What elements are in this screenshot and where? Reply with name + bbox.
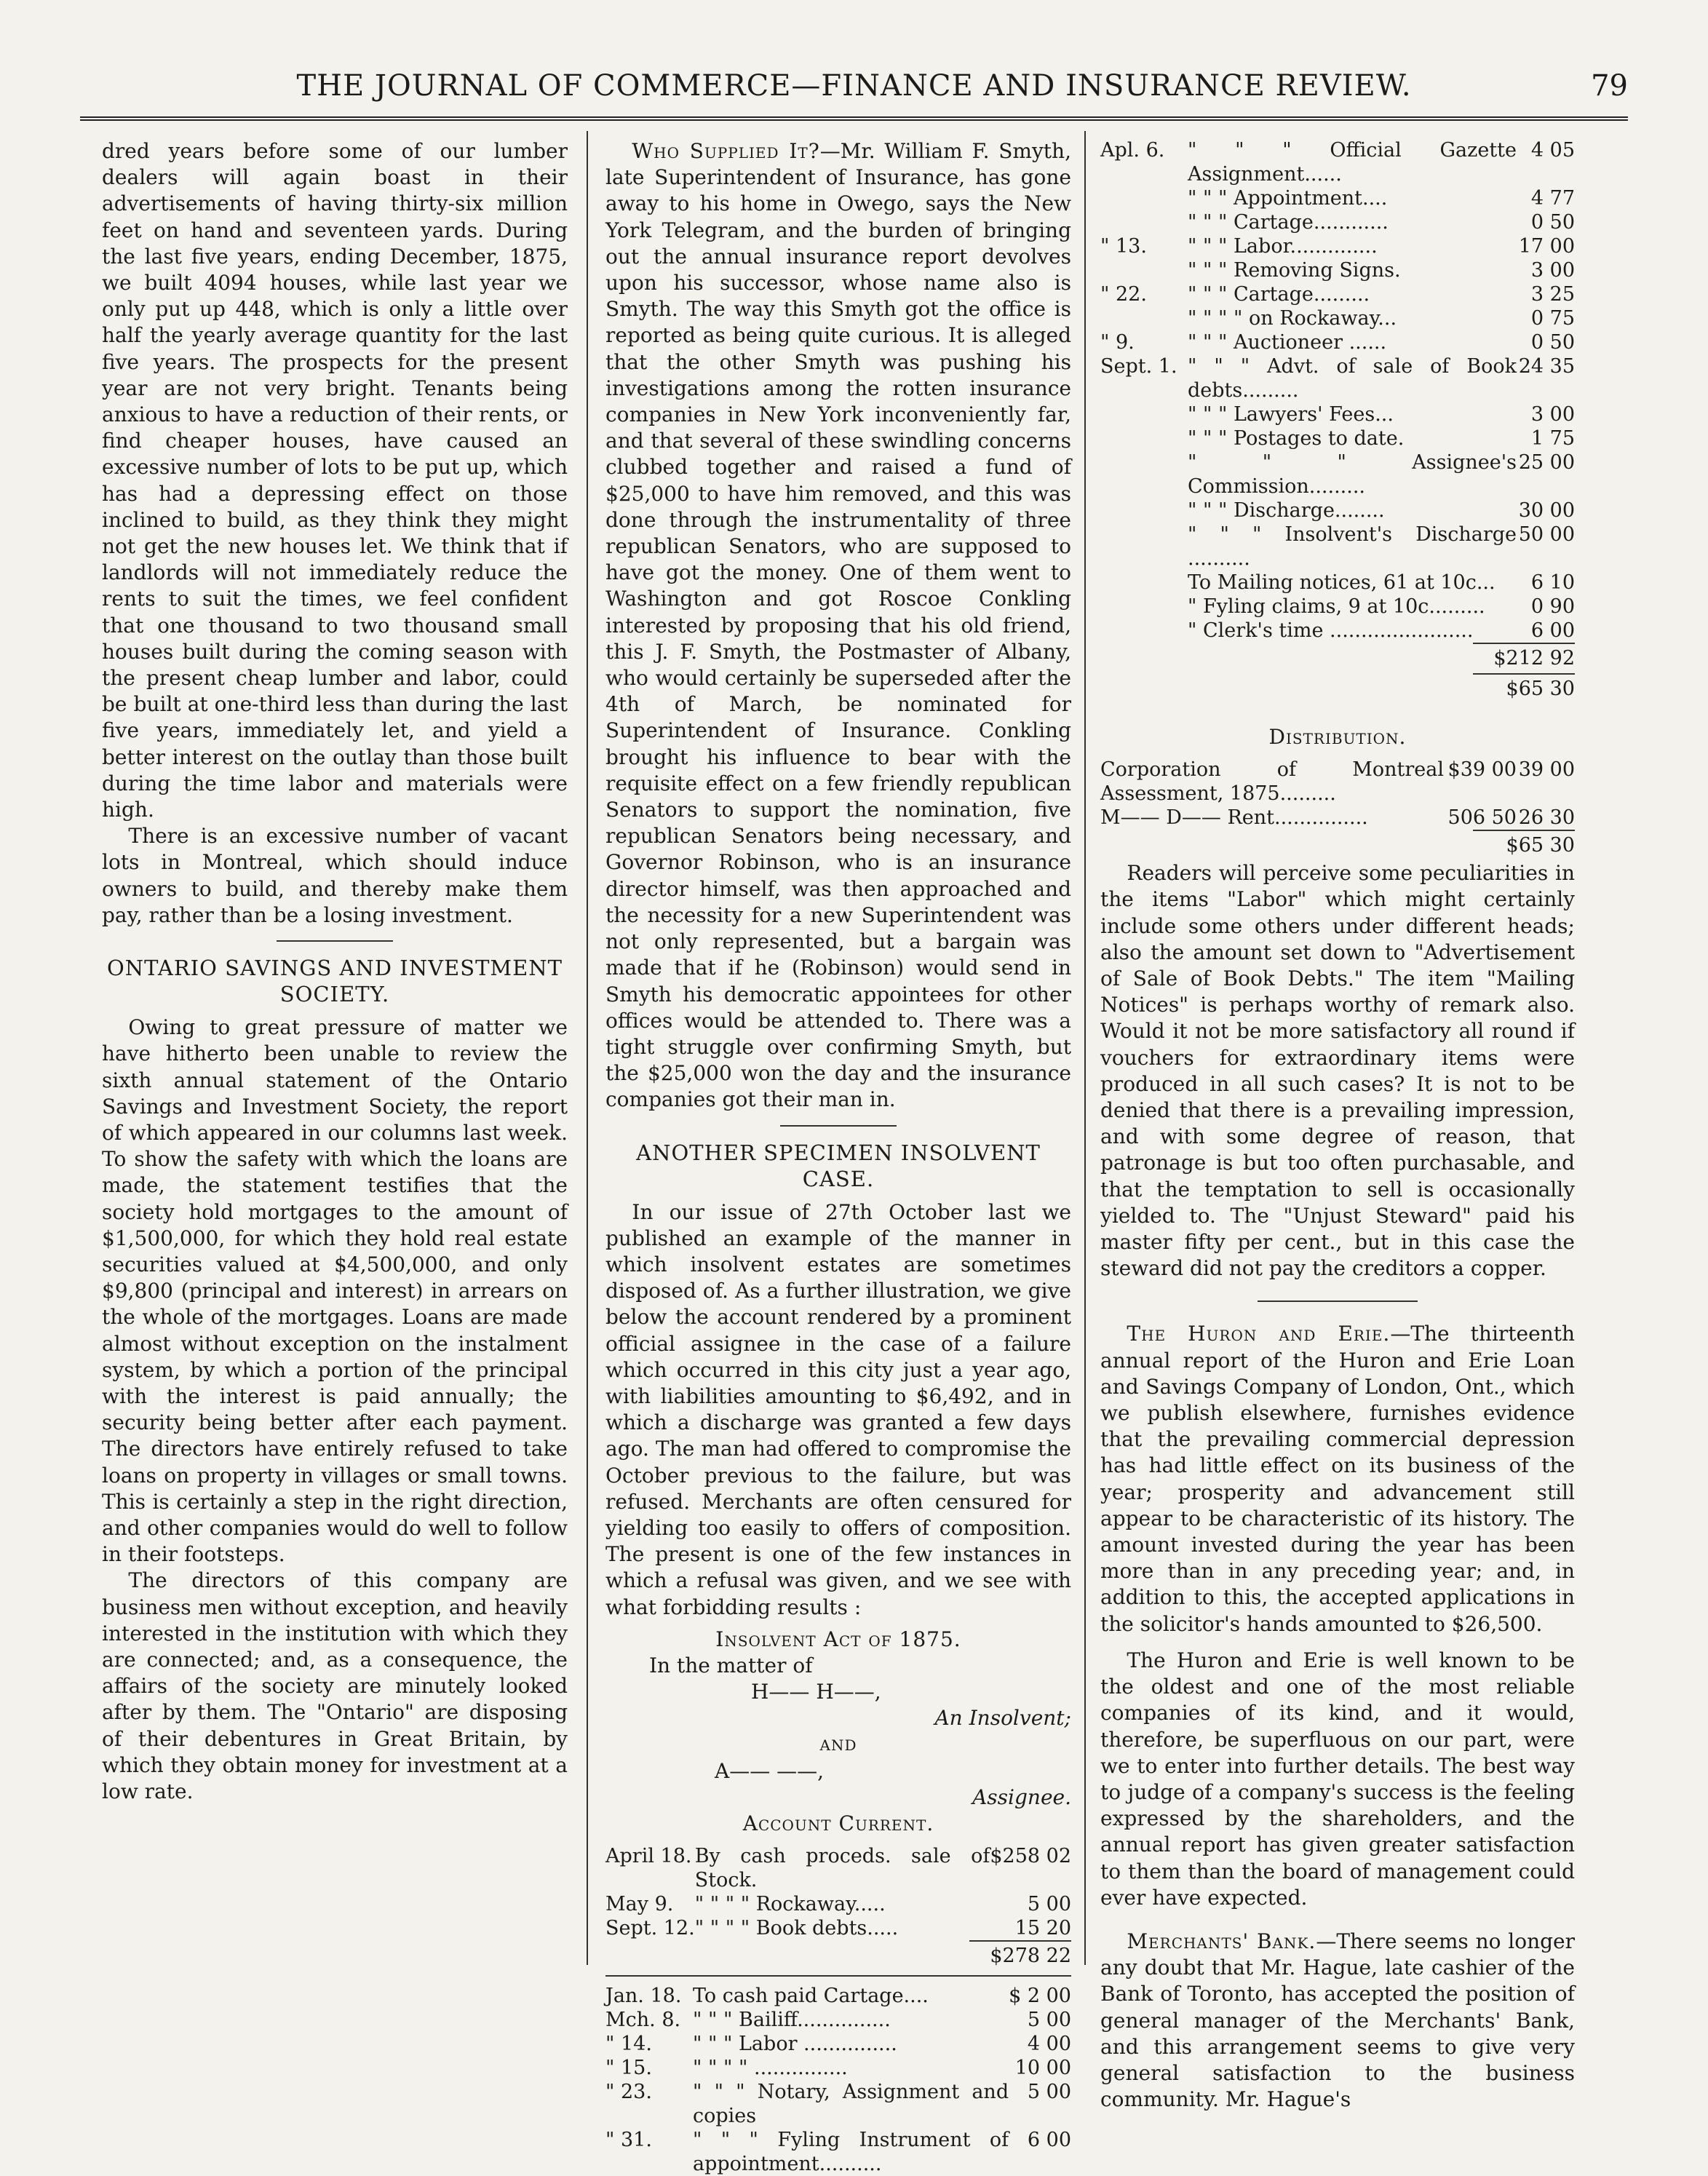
credits-table (605, 1844, 1071, 1940)
ledger-amount: 1 75 (1530, 427, 1575, 450)
smyth-article (605, 138, 1071, 1113)
merchants-bank-paragraph (1100, 1929, 1575, 2113)
ledger-amount: 4 77 (1530, 187, 1575, 210)
assignee-party: A—— ——, (715, 1758, 825, 1783)
debit-row (1100, 306, 1575, 330)
ledger-amount: 5 00 (1027, 2081, 1071, 2104)
ledger-date: May 9. (605, 1893, 674, 1916)
peculiarities-paragraph: Readers will perceive some peculiarities in the items "Labor" which might certainly include some others under different heads; also the amount set down to "Advertisement of Sale of Book Debts." The item "Mailing Notices" is perhaps worthy of remark also. Would it not be more satisfactory all round if vouchers for extraordinary items were produced in all such cases? It is not to be denied that there is a prevailing impression, and with some degree of reason, that patronage is but too often purchasable, and that the temptation to sell is occasionally yielded to. The "Unjust Steward" paid his master fifty per cent., but in this case the steward did not pay the creditors a copper. (1100, 861, 1575, 1281)
ledger-date: " 23. (605, 2081, 652, 2104)
ledger-item: " " " Auctioneer ...... (1188, 331, 1387, 354)
distribution-table (1100, 758, 1575, 830)
column-rule-1 (587, 131, 588, 1965)
ledger-item: " " " Notary, Assignment and copies (693, 2081, 1009, 2128)
ledger-date: Mch. 8. (605, 2009, 681, 2032)
ledger-item: " " " Cartage......... (1188, 283, 1370, 306)
huron-erie-body: —The thirteenth annual report of the Huron and Erie Loan and Savings Company of London, Ont., which we publish elsewhere, furnishes evidence that the prevailing commercial depression has had little effect on its business of the year; prosperity and advancement still appear to be characteristic of its history. The amount invested during the year has been more than in any preceding year; and, in addition to this, the accepted applications in the solicitor's hands amounted to $26,500. (1100, 1322, 1575, 1636)
ledger-amount: $258 02 (990, 1845, 1071, 1868)
vacant-lots-paragraph: There is an excessive number of vacant lots in Montreal, which should induce owners to build, and thereby make them pay, rather than be a losing investment. (102, 824, 568, 927)
ledger-item: " " " Official Gazette Assignment...... (1188, 139, 1517, 186)
ledger-amount: 0 75 (1530, 307, 1575, 330)
page-header (80, 69, 1628, 113)
ledger-amount: 4 00 (1027, 2033, 1071, 2056)
debit-row (1100, 330, 1575, 354)
debit-row (1100, 234, 1575, 258)
ontario-savings-paragraph-1: Owing to great pressure of matter we have hitherto been unable to review the sixth annual statement of the Ontario Savings and Investment Society, the report of which appeared in our columns last week. To show the safety with which the loans are made, the statement testifies that the society hold mortgages to the amount of $1,500,000, for which they hold real estate securities valued at $4,500,000, and only $9,800 (principal and interest) in arrears on the whole of the mortgages. Loans are made almost without exception on the instalment system, by which a portion of the principal with the interest is paid annually; the security being better after each payment. The directors have entirely refused to take loans on property in villages or small towns. This is certainly a step in the right direction, and other companies would do well to follow in their footsteps. (102, 1015, 568, 1567)
ledger-item: " " " " ............... (693, 2057, 848, 2080)
page-number: 79 (1591, 69, 1628, 103)
balance: $65 30 (1506, 678, 1575, 700)
ledger-date (1100, 426, 1188, 450)
ledger-item: " " " Discharge........ (1188, 499, 1385, 522)
credit-row (605, 1844, 1071, 1892)
huron-erie-paragraph-1 (1100, 1321, 1575, 1637)
column-3 (1100, 138, 1575, 2113)
ledger-date (1100, 571, 1188, 595)
ledger-amount: 15 20 (1014, 1917, 1071, 1940)
ledger-date: Apl. 6. (1100, 139, 1165, 162)
distribution-amount: $39 00 (1447, 758, 1517, 782)
ledger-amount: 10 00 (1014, 2057, 1071, 2080)
debit-row (1100, 523, 1575, 571)
debit-row (605, 2128, 1071, 2176)
ledger-item: By cash proceds. sale of Stock. (694, 1845, 990, 1892)
debit-row (1100, 499, 1575, 523)
ledger-amount: 4 05 (1530, 139, 1575, 162)
debit-row (605, 2032, 1071, 2056)
debit-row (1100, 210, 1575, 234)
ledger-amount: 5 00 (1027, 2009, 1071, 2032)
distribution-share: 39 00 (1518, 758, 1575, 782)
debit-row (1100, 619, 1575, 643)
huron-erie-lead: The Huron and Erie. (1127, 1322, 1391, 1346)
huron-erie-paragraph-2: The Huron and Erie is well known to be the oldest and one of the most reliable companies of its kind, and it would, therefore, be superfluous on our part, were we to enter into further details. The best way to judge of a company's success is the feeling expressed by the shareholders, and the annual report has given greater satisfaction to them than the board of management could ever have expected. (1100, 1648, 1575, 1910)
column-2 (605, 138, 1071, 2176)
ledger-item: " " " Labor.............. (1188, 235, 1378, 258)
ledger-amount: 3 00 (1530, 403, 1575, 426)
ledger-date (1100, 619, 1188, 643)
ledger-item: " Clerk's time ....................... (1188, 619, 1474, 642)
distribution-item: M—— D—— Rent............... (1100, 806, 1368, 830)
ledger-date (1100, 306, 1188, 330)
debit-row (605, 2056, 1071, 2080)
insolvent-case-heading: ANOTHER SPECIMEN INSOLVENT CASE. (636, 1140, 1041, 1191)
ledger-amount: 0 50 (1530, 331, 1575, 354)
ledger-item: " " " Assignee's Commission......... (1188, 451, 1517, 498)
distribution-row (1100, 758, 1575, 806)
debit-row (1100, 258, 1575, 282)
lumber-article-continued: dred years before some of our lumber dealers will again boast in their advertisements of having thirty-six million feet on hand and seventeen yards. During the last five years, ending December, 1875, we built 4094 houses, while last year we only put up 448, which is only a little over half the yearly average quantity for the last five years. The prospects for the present year are not very bright. Tenants being anxious to have a reduction of their rents, or find cheaper houses, have caused an excessive number of lots to be put up, which has had a depressing effect on those inclined to build, as they think they might not get the new houses let. We think that if landlords will not immediately reduce the rents to suit the times, we feel confident that one thousand to two thousand small houses built during the coming season with the present cheap lumber and labor, could be built at one-third less than during the last five years, immediately let, and yield a better interest on the outlay than those built during the time labor and materials were high. (102, 139, 568, 822)
insolvent-label-text: An Insolvent; (934, 1706, 1071, 1731)
ledger-amount: 24 35 (1518, 355, 1575, 378)
distribution-total: $65 30 (1506, 834, 1575, 857)
act-title: Insolvent Act of 1875. (715, 1627, 961, 1651)
ledger-amount: 25 00 (1518, 451, 1575, 474)
debit-row (605, 2008, 1071, 2032)
ledger-item: " " " " on Rockaway... (1188, 307, 1397, 330)
distribution-share: 26 30 (1518, 806, 1575, 830)
debit-row (1100, 354, 1575, 402)
ledger-amount: 6 10 (1530, 571, 1575, 594)
ledger-date (1100, 523, 1188, 571)
debit-row (1100, 138, 1575, 186)
ledger-amount: 0 50 (1530, 211, 1575, 234)
distribution-title: Distribution. (1268, 725, 1407, 749)
debits-table (605, 1984, 1071, 2176)
insolvent-party: H—— H——, (751, 1680, 881, 1704)
ledger-amount: 30 00 (1518, 499, 1575, 522)
ledger-date (1100, 450, 1188, 499)
and-label: AND (819, 1736, 857, 1754)
debits-continued-table (1100, 138, 1575, 643)
ledger-item: " " " Removing Signs. (1188, 259, 1401, 282)
debit-row (1100, 450, 1575, 499)
smyth-body: —Mr. William F. Smyth, late Superintendent of Insurance, has gone away to his home in Owego, says the New York Telegram, and the burden of bringing out the annual insurance report devolves upon his successor, whose name also is Smyth. The way this Smyth got the office is reported as being quite curious. It is alleged that the other Smyth was pushing his investigations among the rotten insurance companies in New York inconveniently far, and that several of these swindling concerns clubbed together and raised a fund of $25,000 to have him removed, and this was done through the instrumentality of three republican Senators, who are supposed to have got the money. One of them went to Washington and got Roscoe Conkling interested by proposing that his old friend, this J. F. Smyth, the Postmaster of Albany, who would certainly be superseded after the 4th of March, be nominated for Superintendent of Insurance. Conkling brought his influence to bear with the requisite effect on a few friendly republican Senators to support the nomination, five republican Senators being necessary, and Governor Robinson, who is an insurance director himself, was then approached and the necessity for a new Superintendent was not only represented, but a bargain was made that if he (Robinson) would send in Smyth his democratic appointees for other offices would be attended to. There was a tight struggle over confirming Smyth, but the $25,000 won the day and the insurance companies got their man in. (605, 139, 1071, 1112)
credits-total: $278 22 (990, 1945, 1071, 1968)
merchants-bank-body: —There seems no longer any doubt that Mr. Hague, late cashier of the Bank of Toronto, has accepted the position of general manager of the Merchants' Bank, and this arrangement seems to give very general satisfaction to the business community. Mr. Hague's (1100, 1929, 1575, 2112)
debit-row (1100, 402, 1575, 426)
distribution-row (1100, 806, 1575, 830)
ledger-amount: 6 00 (1530, 619, 1575, 642)
ledger-date: " 15. (605, 2057, 652, 2080)
debit-row (1100, 186, 1575, 210)
ledger-item: To cash paid Cartage.... (693, 1985, 929, 2008)
debit-row (1100, 571, 1575, 595)
ledger-date: Sept. 1. (1100, 355, 1177, 378)
debit-row (1100, 282, 1575, 306)
section-divider (1258, 1301, 1418, 1302)
section-divider (277, 940, 393, 942)
ledger-date: Sept. 12. (605, 1917, 695, 1940)
ledger-rule (605, 1975, 1071, 1977)
debit-row (605, 1984, 1071, 2008)
distribution-item: Corporation of Montreal Assessment, 1875......... (1100, 758, 1444, 806)
ledger-item: " " " Advt. of sale of Book debts......... (1188, 355, 1517, 402)
ledger-item: " " " Appointment.... (1188, 187, 1388, 210)
ledger-item: " " " Fyling Instrument of appointment.......... (693, 2129, 1009, 2176)
ledger-item: " " " Cartage............ (1188, 211, 1389, 234)
ledger-amount: 5 00 (1027, 1893, 1071, 1916)
ledger-date: " 31. (605, 2129, 652, 2152)
ledger-date: " 9. (1100, 331, 1135, 354)
ledger-amount: 50 00 (1518, 523, 1575, 546)
ledger-date: April 18. (605, 1845, 692, 1868)
debit-row (605, 2080, 1071, 2128)
ledger-date: " 22. (1100, 283, 1147, 306)
distribution-amount: 506 50 (1447, 806, 1517, 830)
ledger-item: " " " Insolvent's Discharge .......... (1188, 523, 1517, 570)
ledger-date (1100, 210, 1188, 234)
ledger-amount: 3 00 (1530, 259, 1575, 282)
ledger-amount: 3 25 (1530, 283, 1575, 306)
ledger-item: " " " Labor ............... (693, 2033, 897, 2056)
ledger-date: " 14. (605, 2033, 652, 2056)
ledger-date: " 13. (1100, 235, 1147, 258)
credit-row (605, 1892, 1071, 1916)
ledger-date (1100, 186, 1188, 210)
ledger-date (1100, 402, 1188, 426)
ontario-savings-paragraph-2: The directors of this company are business men without exception, and heavily interested in the institution with which they are connected; and, as a consequence, the affairs of the society are minutely looked after by them. The "Ontario" are disposing of their debentures in Great Britain, by which they obtain money for investment at a low rate. (102, 1568, 568, 1803)
running-title: THE JOURNAL OF COMMERCE—FINANCE AND INSURANCE REVIEW. (296, 69, 1412, 103)
debit-row (1100, 595, 1575, 619)
account-title: Account Current. (742, 1811, 934, 1836)
column-rule-2 (1084, 131, 1086, 1965)
ledger-item: " " " " Book debts..... (694, 1917, 899, 1940)
ledger-item: " " " Lawyers' Fees... (1188, 403, 1394, 426)
ledger-amount: 0 90 (1530, 595, 1575, 618)
debits-total: $212 92 (1493, 647, 1575, 670)
ledger-item: " " " " Rockaway..... (694, 1893, 886, 1916)
matter-line: In the matter of (649, 1653, 813, 1677)
section-divider (780, 1125, 897, 1127)
ledger-item: " Fyling claims, 9 at 10c......... (1188, 595, 1485, 618)
column-1 (102, 138, 568, 1805)
debit-row (1100, 426, 1575, 450)
merchants-bank-lead: Merchants' Bank. (1127, 1929, 1316, 1953)
ledger-item: To Mailing notices, 61 at 10c... (1188, 571, 1496, 594)
ledger-amount: 6 00 (1027, 2129, 1071, 2152)
assignee-label-text: Assignee. (972, 1784, 1071, 1809)
ledger-date: Jan. 18. (605, 1985, 682, 2008)
ledger-item: " " " Bailiff............... (693, 2009, 891, 2032)
credit-row (605, 1916, 1071, 1940)
smyth-lead: Who Supplied It? (632, 139, 820, 163)
insolvent-case-paragraph: In our issue of 27th October last we published an example of the manner in which insolvent estates are sometimes disposed of. As a further illustration, we give below the account rendered by a prominent official assignee in the case of a failure which occurred in this city just a year ago, with liabilities amounting to $6,492, and in which a discharge was granted a few days ago. The man had offered to compromise the October previous to the failure, but was refused. Merchants are often censured for yielding too easily to offers of composition. The present is one of the few instances in which a refusal was given, and we see with what forbidding results : (605, 1199, 1071, 1619)
ledger-date (1100, 258, 1188, 282)
ledger-item: " " " Postages to date. (1188, 427, 1405, 450)
ontario-savings-heading: ONTARIO SAVINGS AND INVESTMENT SOCIETY. (106, 956, 563, 1007)
ledger-date (1100, 595, 1188, 619)
ledger-date (1100, 499, 1188, 523)
ledger-amount: 17 00 (1518, 235, 1575, 258)
ledger-amount: $ 2 00 (1009, 1985, 1071, 2008)
insolvent-label (605, 1705, 1071, 1731)
assignee-label (605, 1784, 1071, 1811)
header-rule (80, 116, 1628, 121)
